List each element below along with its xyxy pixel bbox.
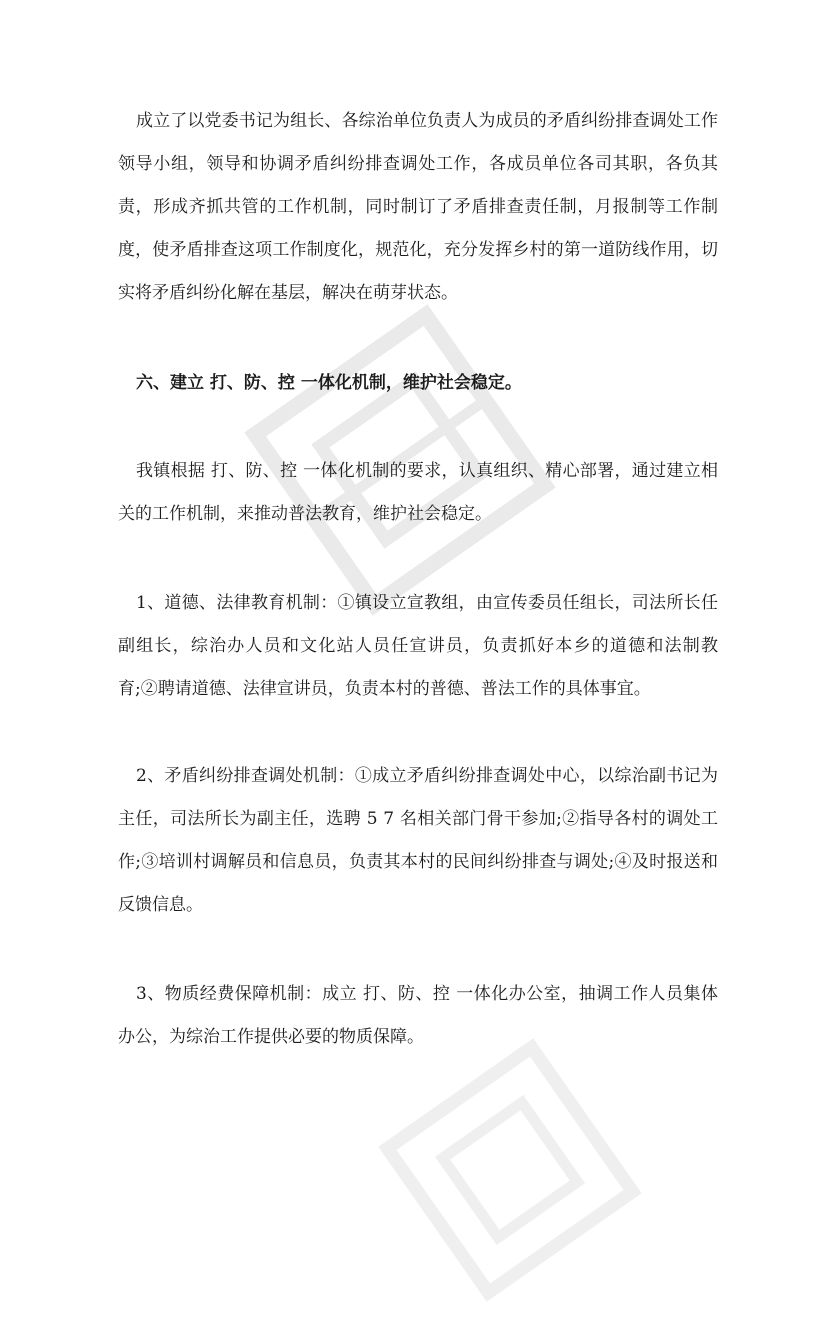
paragraph-mechanism-intro: 我镇根据 打、防、控 一体化机制的要求，认真组织、精心部署，通过建立相关的工作机制，来推动普法教育，维护社会稳定。 [118,461,718,524]
watermark-logo-icon [357,1017,663,1323]
paragraph-funding-mechanism: 3、物质经费保障机制：成立 打、防、控 一体化办公室，抽调工作人员集体办公，为综治工作提供必要的物质保障。 [118,984,718,1047]
paragraph-dispute-mechanism: 2、矛盾纠纷排查调处机制：①成立矛盾纠纷排查调处中心，以综治副书记为主任，司法所长为副主任，选聘 5 7 名相关部门骨干参加;②指导各村的调处工作;③培训村调解员和信息员，负责其本村的民间纠纷排查与调处;④及时报送和反馈信息。 [118,766,718,915]
paragraph-leadership-group: 成立了以党委书记为组长、各综治单位负责人为成员的矛盾纠纷排查调处工作领导小组，领导和协调矛盾纠纷排查调处工作，各成员单位各司其职，各负其责，形成齐抓共管的工作机制，同时制订了矛盾排查责任制，月报制等工作制度，使矛盾排查这项工作制度化，规范化，充分发挥乡村的第一道防线作用，切实将矛盾纠纷化解在基层，解决在萌芽状态。 [118,111,718,303]
paragraph-education-mechanism: 1、道德、法律教育机制：①镇设立宣教组，由宣传委员任组长，司法所长任副组长，综治办人员和文化站人员任宣讲员，负责抓好本乡的道德和法制教育;②聘请道德、法律宣讲员，负责本村的普德、普法工作的具体事宜。 [118,593,718,699]
section-heading-six: 六、建立 打、防、控 一体化机制，维护社会稳定。 [136,373,522,393]
